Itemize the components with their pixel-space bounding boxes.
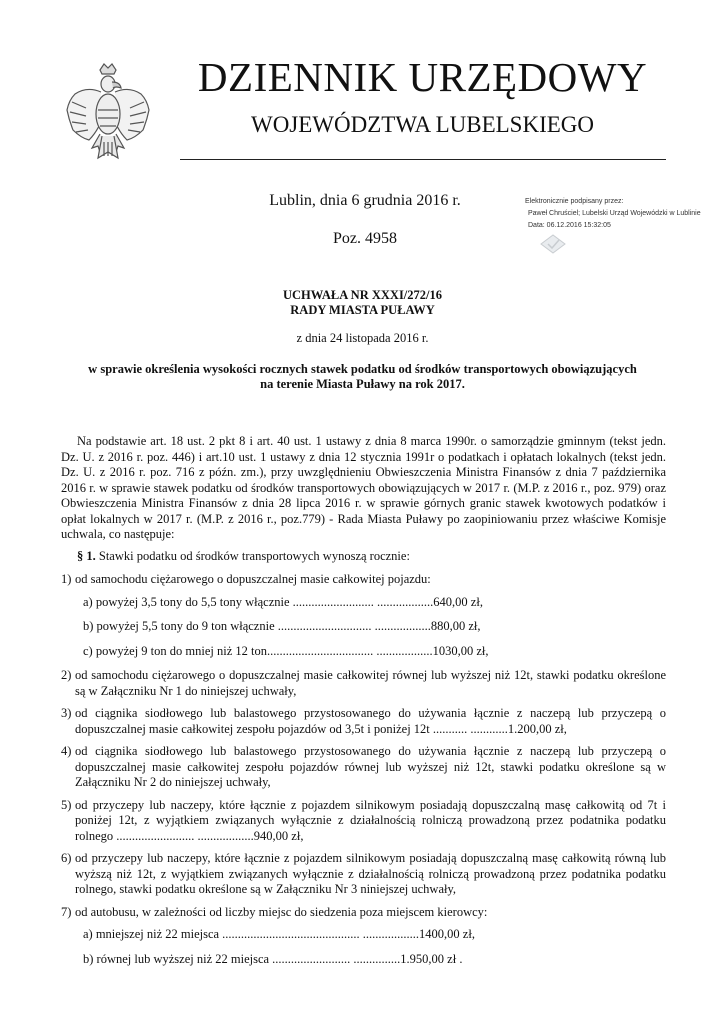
- item-text: od autobusu, w zależności od liczby miejsc do siedzenia poza miejscem kierowcy:: [75, 904, 488, 919]
- list-item: [61, 744, 666, 791]
- resolution-heading: [40, 288, 685, 318]
- sub-item: b) powyżej 5,5 tony do 9 ton włącznie .............................. ..................880,00 zł,: [83, 619, 481, 633]
- resolution-council: RADY MIASTA PUŁAWY: [290, 303, 435, 317]
- signature-check-icon: [538, 232, 568, 256]
- subject-line-2: na terenie Miasta Puławy na rok 2017.: [260, 377, 465, 391]
- sub-item: b) równej lub wyższej niż 22 miejsca ......................... ...............1.950,00 zł .: [83, 951, 463, 966]
- list-item: [61, 706, 666, 737]
- item-number: 6): [61, 851, 72, 865]
- item-text: od ciągnika siodłowego lub balastowego przystosowanego do używania łącznie z naczepą lub przyczepą o dopuszczalnej masie całkowitej zespołu pojazdów równej lub wyższej niż 12t, stawki podatku określone są w Załączniku Nr 2 do niniejszej uchwały,: [75, 744, 666, 789]
- sub-item: a) mniejszej niż 22 miejsca ............................................ ..................1400,00 zł,: [83, 927, 475, 941]
- item-number: 3): [61, 706, 72, 720]
- electronic-signature: [525, 196, 725, 232]
- resolution-subject: [40, 362, 685, 392]
- list-item: [61, 572, 666, 588]
- resolution-number: UCHWAŁA NR XXXI/272/16: [282, 288, 443, 302]
- list-item: [61, 668, 666, 699]
- item-number: 5): [61, 797, 72, 812]
- paragraph-text: Stawki podatku od środków transportowych wynoszą rocznie:: [95, 548, 410, 563]
- masthead-title: DZIENNIK URZĘDOWY: [197, 54, 648, 100]
- list-item: [61, 798, 666, 845]
- item-text: od przyczepy lub naczepy, które łącznie z pojazdem silnikowym posiadają dopuszczalną masę całkowitą od 7t i poniżej 12t, z wyjątkiem związanych wyłącznie z działalnością rolniczą prowadzoną przez podatnika podatku rolnego ......................... ..................940,00 zł,: [75, 797, 666, 843]
- masthead-divider: [180, 159, 666, 160]
- item-text: od przyczepy lub naczepy, które łącznie z pojazdem silnikowym posiadają dopuszczalną masę całkowitą równą lub wyższą niż 12t, z wyjątkiem związanych wyłącznie z działalnością rolniczą prowadzoną przez podatnika podatku rolnego, stawki podatku określone są w Załączniku Nr 3 niniejszej uchwały,: [75, 851, 666, 896]
- list-item: [61, 905, 666, 921]
- list-item: [61, 851, 666, 898]
- item-text: od ciągnika siodłowego lub balastowego przystosowanego do używania łącznie z naczepą lub przyczepą o dopuszczalnej masie całkowitej zespołu pojazdów od 3,5t i poniżej 12t ........... ............1.200,00 zł,: [75, 706, 666, 736]
- resolution-date: z dnia 24 listopada 2016 r.: [296, 331, 429, 345]
- paragraph-1: [77, 549, 666, 565]
- sub-item: a) powyżej 3,5 tony do 5,5 tony włącznie .......................... ..................640,00 zł,: [83, 594, 483, 609]
- subject-line-1: w sprawie określenia wysokości rocznych stawek podatku od środków transportowych obowiązujących: [88, 362, 637, 376]
- sub-item: c) powyżej 9 ton do mniej niż 12 ton.................................. ..................1030,00 zł,: [83, 643, 489, 658]
- item-number: 2): [61, 668, 72, 682]
- position-number: Poz. 4958: [333, 230, 397, 247]
- item-number: 7): [61, 904, 72, 919]
- esign-label: Elektronicznie podpisany przez:: [525, 198, 624, 205]
- item-number: 1): [61, 572, 72, 586]
- place-and-date: Lublin, dnia 6 grudnia 2016 r.: [269, 192, 461, 209]
- item-text: od samochodu ciężarowego o dopuszczalnej masie całkowitej równej lub wyższej niż 12t, stawki podatku określone są w Załączniku Nr 1 do niniejszej uchwały,: [75, 668, 666, 698]
- esign-date: Data: 06.12.2016 15:32:05: [528, 222, 611, 229]
- esign-signer: Paweł Chruściel; Lubelski Urząd Wojewódzki w Lublinie: [528, 210, 701, 217]
- item-text: od samochodu ciężarowego o dopuszczalnej masie całkowitej pojazdu:: [75, 572, 431, 586]
- masthead-subtitle: WOJEWÓDZTWA LUBELSKIEGO: [250, 112, 595, 137]
- item-number: 4): [61, 744, 72, 758]
- polish-eagle-emblem: [62, 62, 154, 166]
- paragraph-label: § 1.: [77, 548, 96, 563]
- document-body: [61, 434, 666, 976]
- preamble: Na podstawie art. 18 ust. 2 pkt 8 i art. 40 ust. 1 ustawy z dnia 8 marca 1990r. o samorządzie gminnym (tekst jedn. Dz. U. z 2016 r. poz. 446) i art.10 ust. 1 ustawy z dnia 12 stycznia 1991r o podatkach i opłatach lokalnych (tekst jedn. Dz. U. z 2016 r. poz. 716 z późn. zm.), przy uwzględnieniu Obwieszczenia Ministra Finansów z dnia 7 października 2016 r. w sprawie stawek podatku od środków transportowych obowiązujących w 2017 r. (M.P. z 2016 r., poz. 979) oraz Obwieszczenia Ministra Finansów z dnia 28 lipca 2016 r. w sprawie górnych granic stawek kwotowych podatków i opłat lokalnych w 2017 r. (M.P. z 2016 r., poz.779) - Rada Miasta Puławy po zaopiniowaniu przez właściwe Komisje uchwala, co następuje:: [61, 434, 666, 541]
